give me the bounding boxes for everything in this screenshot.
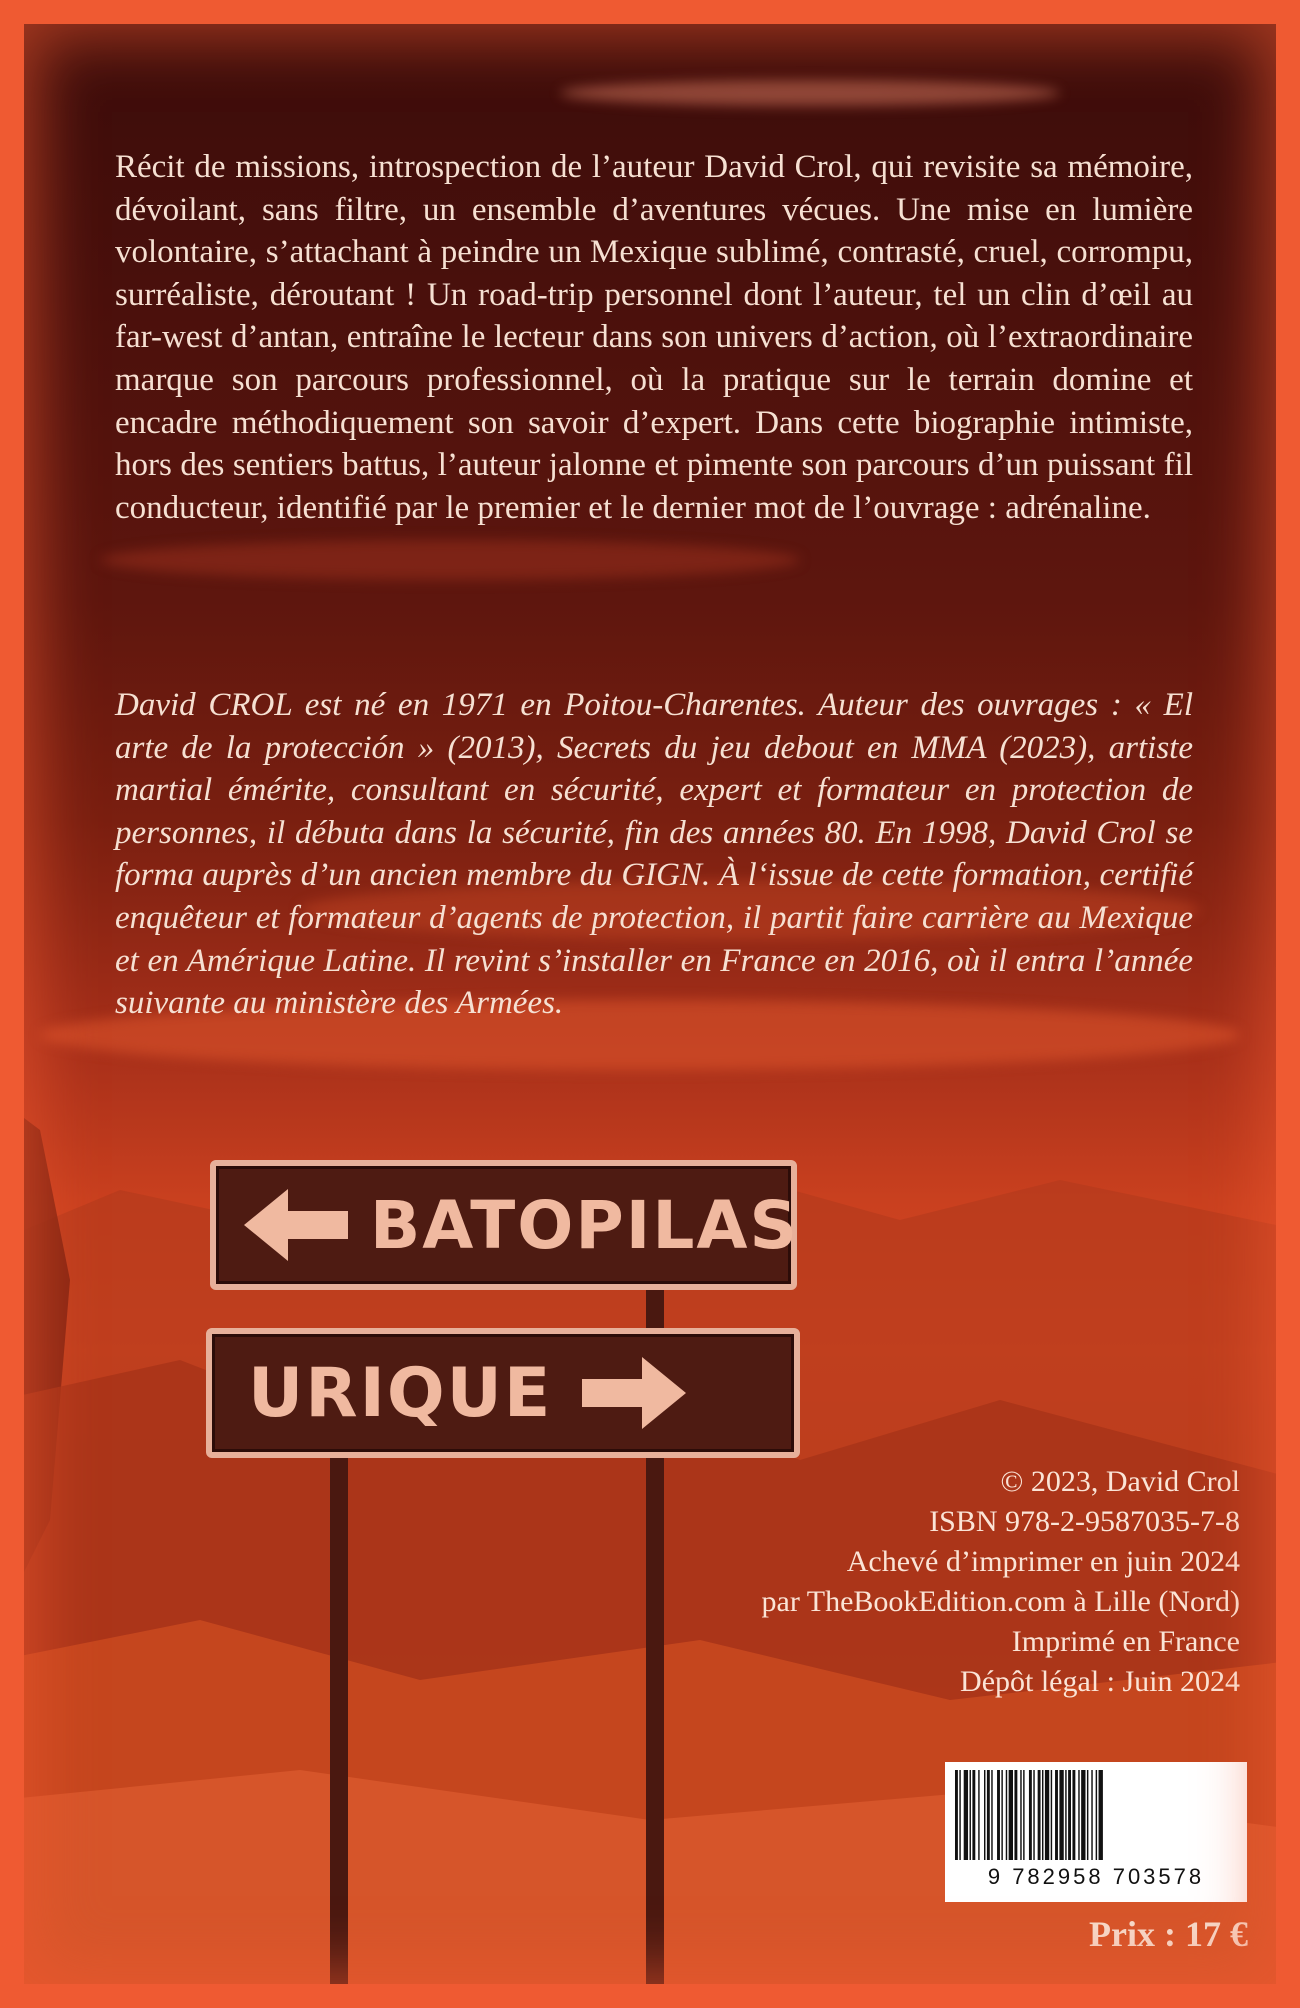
arrow-left-icon bbox=[244, 1185, 354, 1265]
sign-batopilas bbox=[210, 1160, 797, 1290]
barcode-bar bbox=[1033, 1770, 1034, 1860]
barcode-bar bbox=[987, 1770, 990, 1860]
barcode-bar bbox=[1051, 1770, 1052, 1860]
barcode-bar bbox=[1087, 1770, 1088, 1860]
printed-line: Achevé d’imprimer en juin 2024 bbox=[846, 1545, 1240, 1578]
copyright-line: © 2023, David Crol bbox=[1000, 1465, 1240, 1498]
legal-deposit-line: Dépôt légal : Juin 2024 bbox=[960, 1665, 1240, 1698]
barcode-bar bbox=[1072, 1770, 1075, 1860]
barcode-bar bbox=[1055, 1770, 1058, 1860]
barcode-bar bbox=[959, 1770, 960, 1860]
barcode-bar bbox=[1065, 1770, 1066, 1860]
barcode-bar bbox=[978, 1770, 979, 1860]
author-bio-paragraph: David CROL est né en 1971 en Poitou-Charentes. Auteur des ouvrages : « El arte de la protección » (2013), Secrets du jeu debout en MMA (2023), artiste martial émérite, consultant en sécurité, expert et formateur en protection de personnes, il débuta dans la sécurité, fin des années 80. En 1998, David Crol se forma auprès d’un ancien membre du GIGN. À l‘issue de cette formation, certifié enquêteur et formateur d’agents de protection, il partit faire carrière au Mexique et en Amérique Latine. Il revint s’installer en France en 2016, où il entra l’année suivante au ministère des Armées. bbox=[115, 687, 1193, 1022]
barcode-bar bbox=[1068, 1770, 1071, 1860]
barcode-bar bbox=[1099, 1770, 1103, 1860]
barcode-bar bbox=[1014, 1770, 1017, 1860]
barcode-bar bbox=[955, 1770, 958, 1860]
arrow-right-icon bbox=[576, 1353, 686, 1433]
barcode-bars bbox=[955, 1770, 1237, 1860]
barcode-bar bbox=[991, 1770, 992, 1860]
barcode-bar bbox=[1020, 1770, 1021, 1860]
barcode-bar bbox=[1078, 1770, 1079, 1860]
barcode-bar bbox=[1038, 1770, 1041, 1860]
barcode-bar bbox=[1023, 1770, 1024, 1860]
sign-post-left bbox=[330, 1446, 348, 1986]
colophon bbox=[540, 1462, 1240, 1702]
country-line: Imprimé en France bbox=[1011, 1625, 1240, 1658]
sign-urique bbox=[206, 1328, 800, 1458]
barcode-bar bbox=[970, 1770, 971, 1860]
synopsis-text bbox=[115, 146, 1193, 529]
barcode-bar bbox=[1096, 1770, 1097, 1860]
barcode-bar bbox=[1042, 1770, 1043, 1860]
barcode-bar bbox=[1045, 1770, 1049, 1860]
barcode-bar bbox=[1029, 1770, 1032, 1860]
price: Prix : 17 € bbox=[1089, 1914, 1248, 1954]
cloud-streak bbox=[100, 540, 800, 580]
barcode-digits: 9 782958 703578 bbox=[987, 1864, 1205, 1889]
barcode-bar bbox=[1009, 1770, 1013, 1860]
barcode-bar bbox=[964, 1770, 968, 1860]
barcode-bar bbox=[1059, 1770, 1063, 1860]
sign-urique-label: URIQUE bbox=[248, 1353, 553, 1433]
barcode-bar bbox=[1091, 1770, 1092, 1860]
barcode-bar bbox=[1081, 1770, 1085, 1860]
sign-batopilas-label: BATOPILAS bbox=[370, 1186, 799, 1264]
barcode-bar bbox=[1006, 1770, 1007, 1860]
cloud-streak bbox=[560, 80, 1060, 106]
barcode-bar bbox=[972, 1770, 975, 1860]
barcode-bar bbox=[984, 1770, 985, 1860]
author-bio bbox=[115, 684, 1193, 1025]
printer-line: par TheBookEdition.com à Lille (Nord) bbox=[761, 1585, 1240, 1618]
barcode bbox=[945, 1762, 1247, 1902]
barcode-bar bbox=[1001, 1770, 1002, 1860]
barcode-bar bbox=[997, 1770, 1000, 1860]
isbn-line: ISBN 978-2-9587035-7-8 bbox=[929, 1505, 1240, 1538]
synopsis-paragraph: Récit de missions, introspection de l’auteur David Crol, qui revisite sa mémoire, dévoilant, sans filtre, un ensemble d’aventures vécues. Une mise en lumière volontaire, s’attachant à peindre un Mexique sublimé, contrasté, cruel, corrompu, surréaliste, déroutant ! Un road-trip personnel dont l’auteur, tel un clin d’œil au far-west d’antan, entraîne le lecteur dans son univers d’action, où l’extraordinaire marque son parcours professionnel, où la pratique sur le terrain domine et encadre méthodiquement son savoir d’expert. Dans cette biographie intimiste, hors des sentiers battus, l’auteur jalonne et pimente son parcours d’un puissant fil conducteur, identifié par le premier et le dernier mot de l’ouvrage : adrénaline. bbox=[115, 149, 1193, 526]
